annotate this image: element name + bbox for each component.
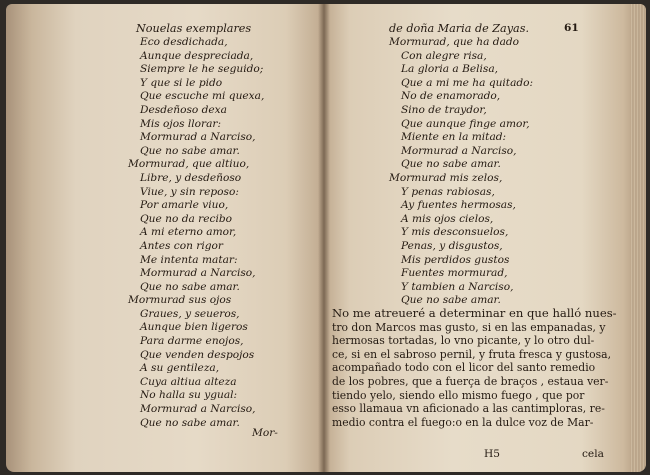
left-verse-line: Siempre le he seguido; xyxy=(140,63,264,76)
left-verse-line: Graues, y seueros, xyxy=(140,307,240,320)
prose-line: hermosas tortadas, lo vno picante, y lo otro dul- xyxy=(332,334,595,348)
left-verse-line: Antes con rigor xyxy=(140,239,223,252)
right-verse-line: Mis perdidos gustos xyxy=(401,253,510,266)
left-verse-line: Eco desdichada, xyxy=(140,36,228,48)
left-verse-line: Aunque bien ligeros xyxy=(140,321,248,334)
left-verse-line: Para darme enojos, xyxy=(140,335,244,348)
right-verse-line: Que no sabe amar. xyxy=(401,158,501,171)
signature-mark: H5 xyxy=(484,448,500,460)
prose-line: medio contra el fuego:o en la dulce voz de Mar- xyxy=(332,415,594,429)
left-verse-line: Libre, y desdeñoso xyxy=(140,171,242,184)
right-verse-line: Mormurad, que ha dado xyxy=(389,36,520,48)
open-book xyxy=(6,4,646,472)
left-verse-line: Aunque despreciada, xyxy=(140,49,254,62)
left-verse-line: Viue, y sin reposo: xyxy=(140,185,239,198)
prose-line: tro don Marcos mas gusto, si en las empanadas, y xyxy=(332,320,606,334)
left-verse-line: Que escuche mi quexa, xyxy=(140,90,265,103)
right-verse-block xyxy=(324,36,646,308)
page-edges xyxy=(630,4,646,472)
prose-line: de los pobres, que a fuerça de braços , estaua ver- xyxy=(332,374,609,388)
right-verse-line: Con alegre risa, xyxy=(401,49,487,62)
left-verse-line: Mormurad, que altiuo, xyxy=(128,158,250,171)
right-verse-line: Que aunque finge amor, xyxy=(401,117,530,130)
left-verse-line: No halla su ygual: xyxy=(140,389,238,402)
prose-line: esso llamaua vn aficionado a las cantimploras, re- xyxy=(332,402,605,416)
prose-line: No me atreueré a determinar en que halló nues- xyxy=(332,306,617,320)
left-catchword: Mor- xyxy=(252,427,278,439)
left-verse-line: A mi eterno amor, xyxy=(140,226,237,239)
right-verse-line: No de enamorado, xyxy=(401,90,501,103)
left-verse-line: Que no da recibo xyxy=(140,212,232,225)
right-page xyxy=(324,4,646,472)
right-verse-line: Mormurad a Narciso, xyxy=(401,144,517,157)
left-verse-line: A su gentileza, xyxy=(140,362,220,375)
left-verse-line: Mormurad a Narciso, xyxy=(140,267,256,280)
left-verse-line: Desdeñoso dexa xyxy=(140,103,227,116)
left-verse-line: Y que si le pido xyxy=(140,76,223,89)
right-verse-line: Ay fuentes hermosas, xyxy=(401,199,516,212)
left-page xyxy=(6,4,324,472)
left-verse-line: Que venden despojos xyxy=(140,348,255,361)
right-verse-line: Penas, y disgustos, xyxy=(401,239,503,252)
right-verse-line: Miente en la mitad: xyxy=(401,131,507,144)
right-verse-line: Sino de traydor, xyxy=(401,103,487,116)
left-verse-line: Que no sabe amar. xyxy=(140,416,240,429)
prose-line: tiendo yelo, siendo ello mismo fuego , que por xyxy=(332,388,585,402)
book-gutter xyxy=(318,4,330,472)
prose-line: ce, si en el sabroso pernil, y fruta fresca y gustosa, xyxy=(332,347,612,361)
right-verse-line: Mormurad mis zelos, xyxy=(389,171,503,184)
left-verse-line: Me intenta matar: xyxy=(140,253,238,266)
right-verse-line: Y penas rabiosas, xyxy=(401,185,495,198)
right-verse-line: Y mis desconsuelos, xyxy=(401,226,509,239)
left-verse-line: Por amarle viuo, xyxy=(140,199,229,212)
right-running-head: de doña Maria de Zayas. xyxy=(389,22,530,35)
right-catchword: cela xyxy=(582,448,604,460)
left-verse-line: Cuya altiua alteza xyxy=(140,375,237,388)
left-running-head: Nouelas exemplares xyxy=(136,22,252,35)
page-number: 61 xyxy=(564,22,579,34)
left-verse-line: Que no sabe amar. xyxy=(140,144,240,157)
right-verse-line: Fuentes mormurad, xyxy=(401,267,508,280)
left-verse-block xyxy=(6,36,324,430)
left-verse-line: Mormurad sus ojos xyxy=(128,294,232,307)
left-verse-line: Mis ojos llorar: xyxy=(140,117,222,130)
right-verse-line: Y tambien a Narciso, xyxy=(401,280,514,293)
right-verse-line: La gloria a Belisa, xyxy=(401,63,499,76)
left-verse-line: Mormurad a Narciso, xyxy=(140,403,256,416)
right-verse-line: Que a mi me ha quitado: xyxy=(401,76,534,89)
right-verse-line: A mis ojos cielos, xyxy=(401,212,494,225)
left-verse-line: Mormurad a Narciso, xyxy=(140,131,256,144)
prose-line: acompañado todo con el licor del santo remedio xyxy=(332,361,596,375)
prose-paragraph xyxy=(332,307,617,429)
left-verse-line: Que no sabe amar. xyxy=(140,280,240,293)
right-verse-line: Que no sabe amar. xyxy=(401,294,501,307)
